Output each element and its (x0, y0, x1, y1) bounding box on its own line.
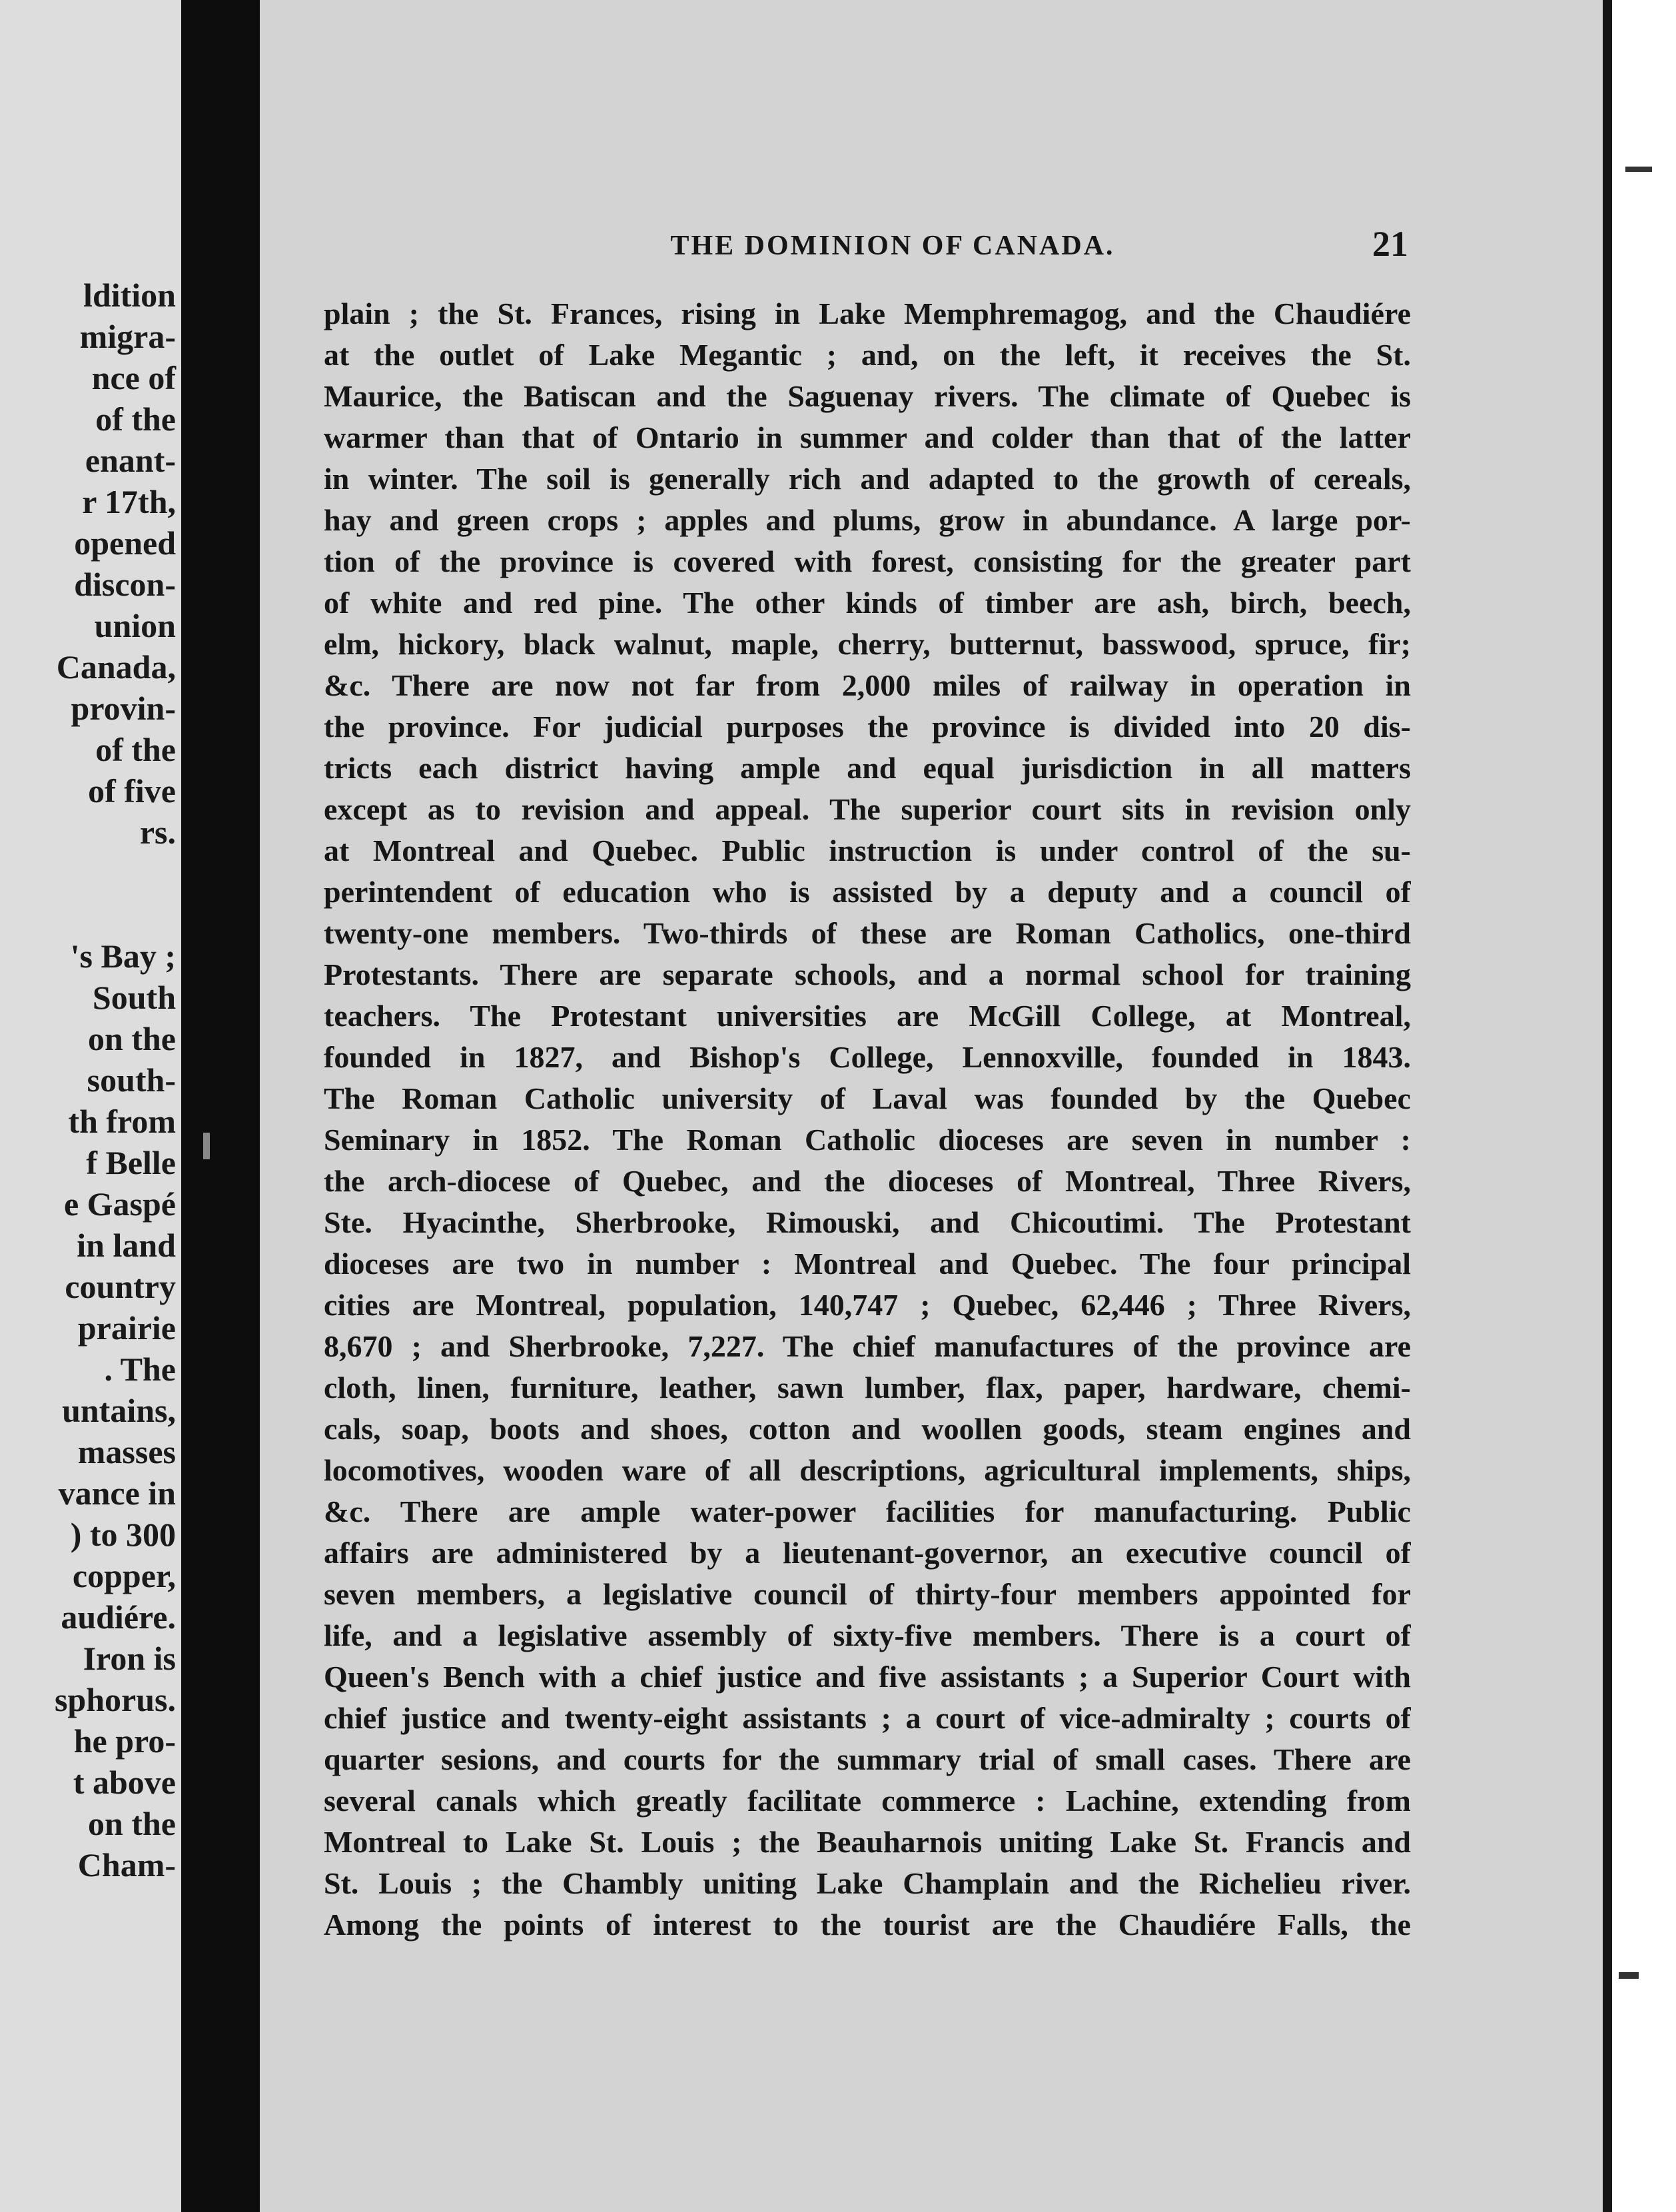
left-page-text-fragment: th from (68, 1103, 176, 1140)
left-page-text-fragment: masses (77, 1433, 176, 1470)
text-line: &c. There are now not far from 2,000 miles of railway in operation in (324, 668, 1411, 702)
left-page-text-fragment: enant- (85, 442, 176, 479)
text-line: Montreal to Lake St. Louis ; the Beauharnois uniting Lake St. Francis and (324, 1825, 1411, 1859)
scan-mark (203, 1133, 210, 1159)
left-page-text-fragment: audiére. (61, 1598, 176, 1636)
left-page-text-fragment: on the (88, 1020, 176, 1057)
text-line: except as to revision and appeal. The superior court sits in revision only (324, 792, 1411, 826)
left-page-fragment (0, 0, 181, 2212)
text-line: in winter. The soil is generally rich and adapted to the growth of cereals, (324, 462, 1411, 496)
left-page-text-fragment: copper, (72, 1557, 176, 1594)
left-page-text-fragment: 's Bay ; (70, 937, 176, 975)
text-line: locomotives, wooden ware of all descriptions, agricultural implements, ships, (324, 1453, 1411, 1487)
left-page-text-fragment: f Belle (86, 1144, 176, 1181)
text-line: Seminary in 1852. The Roman Catholic dioceses are seven in number : (324, 1123, 1411, 1157)
left-page-text-fragment: r 17th, (82, 483, 176, 520)
left-page-text-fragment: . The (104, 1351, 176, 1388)
left-page-text-fragment: South (92, 979, 176, 1016)
text-line: the province. For judicial purposes the province is divided into 20 dis- (324, 710, 1411, 744)
left-page-text-fragment: e Gaspé (63, 1185, 176, 1223)
text-line: affairs are administered by a lieutenant-governor, an executive council of (324, 1536, 1411, 1570)
text-line: at the outlet of Lake Megantic ; and, on the left, it receives the St. (324, 338, 1411, 372)
left-page-text-fragment: discon- (74, 566, 176, 603)
text-line: Among the points of interest to the tourist are the Chaudiére Falls, the (324, 1908, 1411, 1941)
text-line: Maurice, the Batiscan and the Saguenay rivers. The climate of Quebec is (324, 379, 1411, 413)
text-line: St. Louis ; the Chambly uniting Lake Champlain and the Richelieu river. (324, 1866, 1411, 1900)
left-page-text-fragment: Cham- (77, 1846, 176, 1884)
text-line: hay and green crops ; apples and plums, grow in abundance. A large por- (324, 503, 1411, 537)
left-page-text-fragment: nce of (91, 359, 176, 396)
left-page-text-fragment: t above (73, 1764, 176, 1801)
left-page-text-fragment: Iron is (83, 1640, 176, 1677)
text-line: founded in 1827, and Bishop's College, Lennoxville, founded in 1843. (324, 1040, 1411, 1074)
left-page-text-fragment: of five (88, 772, 176, 810)
left-page-text-fragment: south- (87, 1061, 176, 1099)
text-line: Queen's Bench with a chief justice and five assistants ; a Superior Court with (324, 1660, 1411, 1694)
text-line: plain ; the St. Frances, rising in Lake Memphremagog, and the Chaudiére (324, 296, 1411, 330)
text-line: chief justice and twenty-eight assistants ; a court of vice-admiralty ; courts of (324, 1701, 1411, 1735)
left-page-text-fragment: country (65, 1268, 176, 1305)
text-line: quarter sesions, and courts for the summary trial of small cases. There are (324, 1742, 1411, 1776)
page-edge-shadow (1603, 0, 1612, 2212)
text-line: cloth, linen, furniture, leather, sawn lumber, flax, paper, hardware, chemi- (324, 1371, 1411, 1404)
text-line: seven members, a legislative council of thirty-four members appointed for (324, 1577, 1411, 1611)
page-number: 21 (1372, 224, 1408, 264)
text-line: elm, hickory, black walnut, maple, cherry, butternut, basswood, spruce, fir; (324, 627, 1411, 661)
text-line: at Montreal and Quebec. Public instruction is under control of the su- (324, 833, 1411, 867)
left-page-text-fragment: Canada, (56, 648, 176, 686)
left-page-text-fragment: vance in (58, 1474, 176, 1512)
left-page-text-fragment: untains, (62, 1392, 176, 1429)
text-line: tricts each district having ample and equal jurisdiction in all matters (324, 751, 1411, 785)
book-gutter (181, 0, 260, 2212)
left-page-text-fragment: of the (95, 400, 176, 438)
left-page-text-fragment: of the (95, 731, 176, 768)
scan-mark (1625, 167, 1652, 172)
left-page-text-fragment: he pro- (73, 1722, 176, 1760)
left-page-text-fragment: union (94, 607, 176, 644)
left-page-text-fragment: in land (77, 1227, 176, 1264)
text-line: Protestants. There are separate schools, and a normal school for training (324, 957, 1411, 991)
left-page-text-fragment: opened (74, 524, 176, 562)
left-page-text-fragment: ldition (83, 276, 176, 314)
text-line: perintendent of education who is assisted by a deputy and a council of (324, 875, 1411, 909)
left-page-text-fragment: sphorus. (54, 1681, 176, 1718)
body-text (324, 293, 1411, 1945)
text-line: twenty-one members. Two-thirds of these are Roman Catholics, one-third (324, 916, 1411, 950)
text-line: dioceses are two in number : Montreal and Quebec. The four principal (324, 1247, 1411, 1281)
text-line: tion of the province is covered with forest, consisting for the greater part (324, 544, 1411, 578)
text-line: 8,670 ; and Sherbrooke, 7,227. The chief manufactures of the province are (324, 1329, 1411, 1363)
text-line: warmer than that of Ontario in summer and colder than that of the latter (324, 420, 1411, 454)
left-page-text-fragment: migra- (79, 318, 176, 355)
text-line: of white and red pine. The other kinds of timber are ash, birch, beech, (324, 586, 1411, 620)
left-page-text-fragment: ) to 300 (70, 1516, 176, 1553)
text-line: several canals which greatly facilitate commerce : Lachine, extending from (324, 1784, 1411, 1818)
text-line: life, and a legislative assembly of sixty-five members. There is a court of (324, 1618, 1411, 1652)
text-line: cities are Montreal, population, 140,747 ; Quebec, 62,446 ; Three Rivers, (324, 1288, 1411, 1322)
left-page-text-fragment: on the (88, 1805, 176, 1842)
left-page-text-fragment: provin- (71, 690, 176, 727)
left-page-text-fragment: prairie (77, 1309, 176, 1347)
text-line: The Roman Catholic university of Laval was founded by the Quebec (324, 1081, 1411, 1115)
left-page-text-fragment: rs. (139, 814, 176, 851)
text-line: cals, soap, boots and shoes, cotton and woollen goods, steam engines and (324, 1412, 1411, 1446)
scan-mark (1619, 1972, 1639, 1979)
text-line: &c. There are ample water-power facilities for manufacturing. Public (324, 1494, 1411, 1528)
text-line: the arch-diocese of Quebec, and the dioceses of Montreal, Three Rivers, (324, 1164, 1411, 1198)
text-line: teachers. The Protestant universities are McGill College, at Montreal, (324, 999, 1411, 1033)
text-line: Ste. Hyacinthe, Sherbrooke, Rimouski, and Chicoutimi. The Protestant (324, 1205, 1411, 1239)
running-header: THE DOMINION OF CANADA. (670, 231, 1115, 261)
right-margin (1603, 0, 1676, 2212)
